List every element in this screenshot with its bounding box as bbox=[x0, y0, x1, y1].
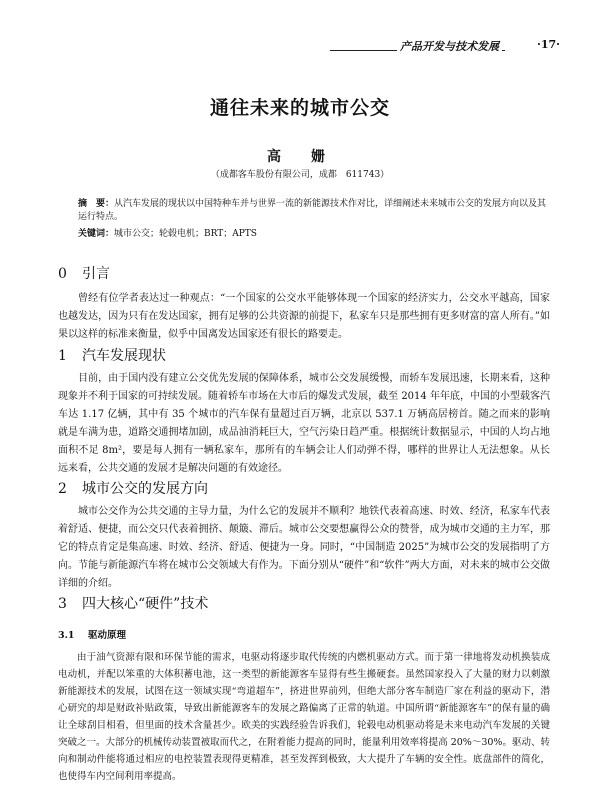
subsection-number: 3.1 bbox=[58, 630, 75, 641]
section-number: 0 bbox=[58, 266, 67, 282]
section-title: 引言 bbox=[82, 266, 110, 282]
running-header bbox=[330, 38, 560, 58]
section-number: 2 bbox=[58, 481, 67, 497]
keywords bbox=[78, 226, 548, 239]
section-title: 四大核心“硬件”技术 bbox=[82, 596, 209, 612]
author-name: 高 姗 bbox=[267, 149, 333, 165]
paper-title: 通往未来的城市公交 bbox=[209, 97, 390, 119]
abstract-text: 从汽车发展的现状以中国特种车并与世界一流的新能源技术作对比，详细阐述未来城市公交的发展方向以及其运行特点。 bbox=[78, 199, 547, 222]
section-number: 1 bbox=[58, 348, 67, 364]
paragraph: 由于油气资源有限和环保节能的需求，电驱动将逐步取代传统的内燃机驱动方式。而于第一律地将发动机换装成电动机，并配以笨重的大体积蓄电池，这一类型的新能源客车显得有些生搬硬套。虽然国家投入了大量的财力以刺激新能源技术的发展，试图在这一领域实现“弯道超车”，挤进世界前列，但绝大部分客车制造厂家在利益的驱动下，潜心研究的却是财政补贴政策，导致出新能源客车的发展之路偏离了正常的轨道。中国所谓“新能源客车”的保有量的确让全球刮目相看，但里面的技术含量甚少。欧美的实践经验告诉我们，轮毂电动机驱动将是未来电动汽车发展的关键突破之一。大部分的机械传动装置被取而代之，在附着能力提高的同时，能量利用效率将提高 20%～30%。驱动、转向和制动件能将通过相应的电控装置表现得更精准，甚至发挥到极致，大大提升了车辆的安全性。底盘部件的简化，也使得车内空间利用率提高。 bbox=[58, 652, 550, 782]
section-number: 3 bbox=[58, 596, 67, 612]
subsection-title: 驱动原理 bbox=[88, 630, 127, 641]
abstract bbox=[78, 198, 548, 224]
section-heading-3 bbox=[58, 593, 208, 613]
section-heading-0 bbox=[58, 263, 110, 283]
abstract-label: 摘 要： bbox=[78, 199, 115, 209]
subsection-heading-3-1 bbox=[58, 627, 126, 641]
header-page-number: ·17· bbox=[533, 38, 560, 51]
keywords-text: 城市公交；轮毂电机；BRT；APTS bbox=[114, 229, 257, 239]
keywords-label: 关键词： bbox=[78, 229, 115, 239]
header-journal-name: 产品开发与技术发展 bbox=[397, 38, 502, 54]
section-title: 城市公交的发展方向 bbox=[82, 481, 208, 497]
section-title: 汽车发展现状 bbox=[82, 348, 166, 364]
section-heading-1 bbox=[58, 345, 166, 365]
section-heading-2 bbox=[58, 478, 208, 498]
author-affiliation: （成都客车股份有限公司，成都 611743） bbox=[210, 170, 390, 180]
paragraph: 城市公交作为公共交通的主导力量，为什么它的发展并不顺利？地铁代表着高速、时效、经济，私家车代表着舒适、便捷，而公交只代表着拥挤、颠簸、滞后。城市公交要想赢得公众的赞誉，成为城市交通的主力军，那它的特点肯定是集高速、时效、经济、舒适、便捷为一身。同时，“中国制造 2025”为城市公交的发展指明了方向。节能与新能源汽车将在城市公交领域大有作为。下面分别从“硬件”和“软件”两大方面，对未来的城市公交做详细的介绍。 bbox=[58, 506, 550, 589]
paragraph: 曾经有位学者表达过一种观点：“一个国家的公交水平能够体现一个国家的经济实力，公交水平越高，国家也越发达，因为只有在发达国家，拥有足够的公共资源的前提下，私家车只是那些拥有更多财富的富人所有。”如果以这样的标准来衡量，似乎中国离发达国家还有很长的路要走。 bbox=[58, 293, 550, 340]
paragraph: 目前，由于国内没有建立公交优先发展的保障体系，城市公交发展缓慢，而轿车发展迅速，长期来看，这种现象并不利于国家的可持续发展。随着轿车市场在大市后的爆发式发展，截至 2014 年年底，中国的小型载客汽车达 1.17 亿辆，其中有 35 个城市的汽车保有量超过百万辆，北京以 537.1 万辆高居榜首。随之而来的影响就是车满为患，道路交通拥堵加剧，成品油消耗巨大，空气污染日趋严重。根据统计数据显示，中国的人均占地面积不足 8m²，要是每人拥有一辆私家车，那所有的车辆会让人们动弹不得，哪样的世界让人无法想象。从长远来看，公共交通的发展才是解决问题的有效途径。 bbox=[58, 373, 550, 474]
